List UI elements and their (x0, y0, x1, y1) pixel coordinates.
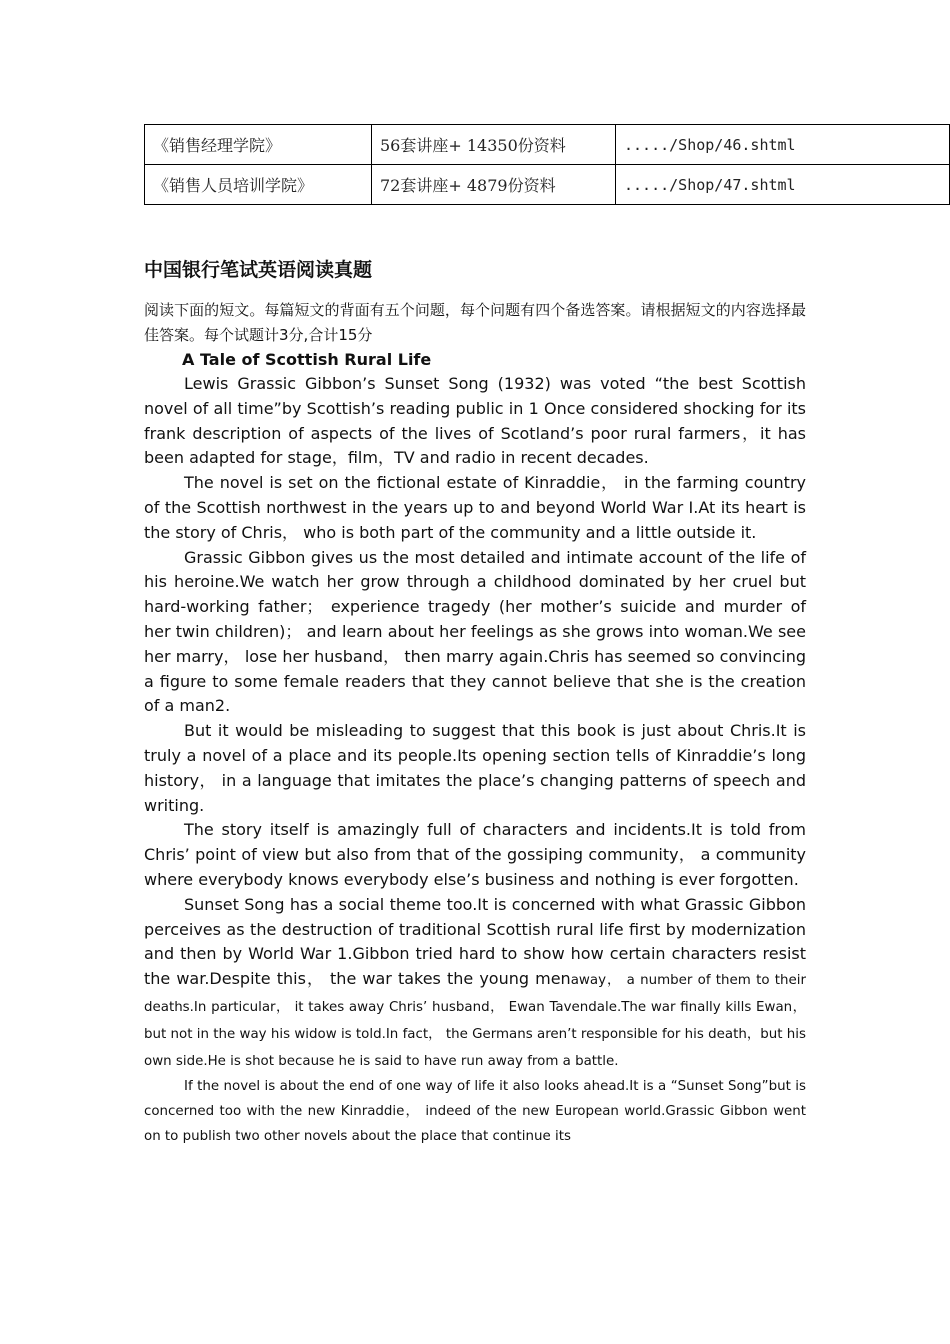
paragraph-3: Grassic Gibbon gives us the most detailed and intimate account of the life of his heroine.We watch her grow through a childhood dominated by her cruel but hard-working father； experience tragedy (her mother’s suicide and murder of her twin children)； and learn about her feelings as she grows into woman.We see her marry， lose her husband， then marry again.Chris has seemed so convincing a figure to some female readers that they cannot believe that she is the creation of a man2. (144, 547, 806, 716)
paragraph-4: But it would be misleading to suggest that this book is just about Chris.It is truly a novel of a place and its people.Its opening section tells of Kinraddie’s long history， in a language that imitates the place’s changing patterns of speech and writing. (144, 721, 806, 815)
paragraph-6 (144, 893, 806, 1075)
table-cell-name: 《销售经理学院》 (145, 125, 372, 165)
article-intro: 阅读下面的短文。每篇短文的背面有五个问题，每个问题有四个备选答案。请根据短文的内容选择最佳答案。每个试题计3分,合计15分 (144, 301, 806, 344)
table-cell-link[interactable]: ...../Shop/47.shtml (616, 165, 950, 205)
paragraph-6-part-1: Sunset Song has a social theme too.It is concerned with what Grassic Gibbon perceives as the destruction of traditional Scottish rural life first by modernization and then by World War 1.Gibbon tried hard to show how certain characters resist the war.Despite this， the war takes the young men (144, 894, 806, 989)
paragraph-5: The story itself is amazingly full of characters and incidents.It is told from Chris’ point of view but also from that of the gossiping community， a community where everybody knows everybody else’s business and nothing is ever forgotten. (144, 820, 806, 889)
paragraph-2: The novel is set on the fictional estate of Kinraddie， in the farming country of the Scottish northwest in the years up to and beyond World War I.At its heart is the story of Chris， who is both part of the community and a little outside it. (144, 473, 806, 542)
table-cell-link[interactable]: ...../Shop/46.shtml (616, 125, 950, 165)
table-row (145, 165, 950, 205)
table-cell-name: 《销售人员培训学院》 (145, 165, 372, 205)
paragraph-7: If the novel is about the end of one way of life it also looks ahead.It is a “Sunset Song”but is concerned too with the new Kinraddie， indeed of the new European world.Grassic Gibbon went on to publish two other novels about the place that continue its (144, 1079, 806, 1145)
paragraph-6-part-2: away， a number of them to their deaths.In particular， it takes away Chris’ husband， Ewan Tavendale.The war finally kills Ewan， but not in the way his widow is told.In fact， the Germans aren’t responsible for his death，but his own side.He is shot because he is said to have run away from a battle. (144, 973, 806, 1069)
article (144, 250, 806, 1149)
paragraph-1: Lewis Grassic Gibbon’s Sunset Song (1932) was voted “the best Scottish novel of all time”by Scottish’s reading public in 1 Once considered shocking for its frank description of aspects of the lives of Scotland’s poor rural farmers，it has been adapted for stage，film，TV and radio in recent decades. (144, 374, 806, 468)
table-cell-desc: 72套讲座+ 4879份资料 (372, 165, 616, 205)
shop-table (144, 124, 950, 205)
article-subtitle: A Tale of Scottish Rural Life (182, 350, 432, 369)
table-cell-desc: 56套讲座+ 14350份资料 (372, 125, 616, 165)
article-heading: 中国银行笔试英语阅读真题 (144, 259, 373, 281)
table-row (145, 125, 950, 165)
